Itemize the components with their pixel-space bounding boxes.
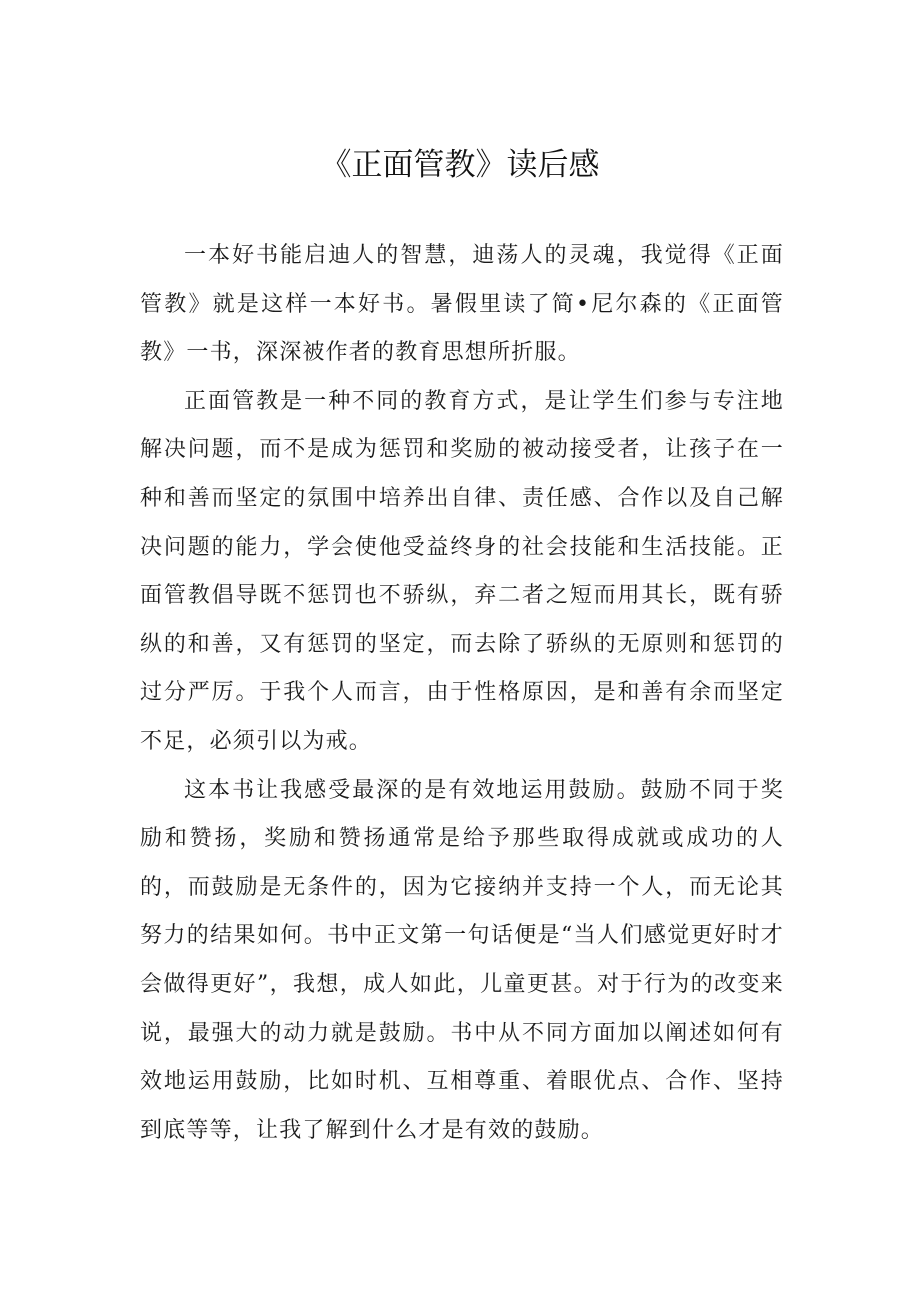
document-body bbox=[140, 232, 784, 1155]
page-title: 《正面管教》读后感 bbox=[320, 147, 600, 183]
paragraph: 正面管教是一种不同的教育方式，是让学生们参与专注地解决问题，而不是成为惩罚和奖励的被动接受者，让孩子在一种和善而坚定的氛围中培养出自律、责任感、合作以及自己解决问题的能力，学会使他受益终身的社会技能和生活技能。正面管教倡导既不惩罚也不骄纵，弃二者之短而用其长，既有骄纵的和善，又有惩罚的坚定，而去除了骄纵的无原则和惩罚的过分严厉。于我个人而言，由于性格原因，是和善有余而坚定不足，必须引以为戒。 bbox=[140, 388, 784, 754]
paragraph: 这本书让我感受最深的是有效地运用鼓励。鼓励不同于奖励和赞扬，奖励和赞扬通常是给予那些取得成就或成功的人的，而鼓励是无条件的，因为它接纳并支持一个人，而无论其努力的结果如何。书中正文第一句话便是“当人们感觉更好时才会做得更好”，我想，成人如此，儿童更甚。对于行为的改变来说，最强大的动力就是鼓励。书中从不同方面加以阐述如何有效地运用鼓励，比如时机、互相尊重、着眼优点、合作、坚持到底等等，让我了解到什么才是有效的鼓励。 bbox=[140, 777, 784, 1143]
paragraph: 一本好书能启迪人的智慧，迪荡人的灵魂，我觉得《正面管教》就是这样一本好书。暑假里读了简•尼尔森的《正面管教》一书，深深被作者的教育思想所折服。 bbox=[140, 243, 784, 366]
